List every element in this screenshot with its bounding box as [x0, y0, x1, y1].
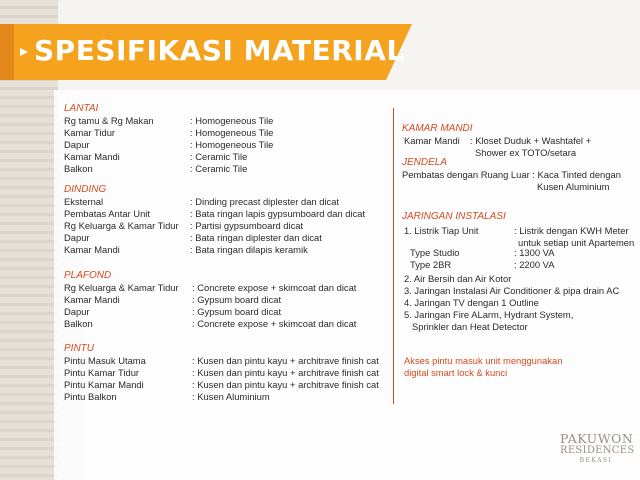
spec-value: : Bata ringan dilapis keramik [190, 244, 308, 255]
kamar-mandi-value-line2: Shower ex TOTO/setara [475, 147, 577, 158]
spec-label: Rg tamu & Rg Makan [64, 115, 154, 126]
spec-label: Rg Keluarga & Kamar Tidur [64, 220, 179, 231]
spec-label: Kamar Mandi [64, 244, 120, 255]
section-title-jendela: JENDELA [402, 157, 448, 168]
title-banner [0, 24, 412, 80]
spec-label: Dapur [64, 232, 90, 243]
pakuwon-logo [560, 431, 635, 465]
section-title-pintu: PINTU [64, 343, 94, 354]
spec-label: Eksternal [64, 196, 104, 207]
spec-label: Dapur [64, 139, 90, 150]
logo-line2: RESIDENCES [560, 445, 635, 456]
spec-label: Kamar Mandi [64, 294, 120, 305]
section-title-dinding: DINDING [64, 184, 107, 195]
spec-value: : Kusen dan pintu kayu + architrave finish cat [192, 355, 379, 366]
jaringan-item4: 4. Jaringan TV dengan 1 Outline [404, 297, 539, 308]
type-studio-label: Type Studio [410, 247, 460, 258]
spec-value: : Homogeneous Tile [190, 115, 274, 126]
kamar-mandi-label: Kamar Mandi [404, 135, 460, 146]
spec-value: : Gypsum board dicat [192, 294, 282, 305]
note-line2: digital smart lock & kunci [404, 367, 508, 378]
jaringan-item1-value-line2: untuk setiap unit Apartemen [518, 237, 635, 248]
spec-value: : Gypsum board dicat [192, 306, 282, 317]
spec-value: : Ceramic Tile [190, 163, 248, 174]
spec-label: Pembatas Antar Unit [64, 208, 150, 219]
spec-value: : Concrete expose + skimcoat dan dicat [192, 282, 357, 293]
spec-value: : Kusen Aluminium [192, 391, 270, 402]
spec-label: Balkon [64, 318, 93, 329]
spec-value: : Kusen dan pintu kayu + architrave finish cat [192, 367, 379, 378]
column-divider [393, 108, 394, 404]
spec-label: Pintu Kamar Tidur [64, 367, 140, 378]
spec-value: : Kusen dan pintu kayu + architrave finish cat [192, 379, 379, 390]
section-title-jaringan: JARINGAN INSTALASI [402, 211, 506, 222]
spec-label: Pintu Kamar Mandi [64, 379, 144, 390]
jendela-line1: Pembatas dengan Ruang Luar : Kaca Tinted dengan [402, 169, 621, 180]
spec-value: : Concrete expose + skimcoat dan dicat [192, 318, 357, 329]
spec-value: : Partisi gypsumboard dicat [190, 220, 304, 231]
type-2br-value: : 2200 VA [514, 259, 555, 270]
jaringan-item1-value-line1: : Listrik dengan KWH Meter [514, 225, 629, 236]
spec-label: Balkon [64, 163, 93, 174]
spec-value: : Bata ringan lapis gypsumboard dan dicat [190, 208, 366, 219]
spec-label: Pintu Balkon [64, 391, 117, 402]
spec-label: Pintu Masuk Utama [64, 355, 146, 366]
jaringan-item3: 3. Jaringan Instalasi Air Conditioner & pipa drain AC [404, 285, 620, 296]
spec-label: Kamar Mandi [64, 151, 120, 162]
type-2br-label: Type 2BR [410, 259, 452, 270]
jaringan-item5-line1: 5. Jaringan Fire ALarm, Hydrant System, [404, 309, 574, 320]
type-studio-value: : 1300 VA [514, 247, 555, 258]
spec-value: : Bata ringan diplester dan dicat [190, 232, 322, 243]
jaringan-item2: 2. Air Bersih dan Air Kotor [404, 273, 512, 284]
logo-line1: PAKUWON [560, 431, 634, 446]
section-title-kamar-mandi: KAMAR MANDI [402, 123, 473, 134]
section-title-lantai: LANTAI [64, 103, 99, 114]
logo-line3: BEKASI [579, 457, 613, 464]
spec-label: Kamar Tidur [64, 127, 116, 138]
spec-value: : Ceramic Tile [190, 151, 248, 162]
jaringan-item1-label: 1. Listrik Tiap Unit [404, 225, 479, 236]
spec-value: : Dinding precast diplester dan dicat [190, 196, 340, 207]
spec-value: : Homogeneous Tile [190, 127, 274, 138]
spec-value: : Homogeneous Tile [190, 139, 274, 150]
spec-label: Rg Keluarga & Kamar Tidur [64, 282, 179, 293]
note-line1: Akses pintu masuk unit menggunakan [404, 355, 563, 366]
spec-label: Dapur [64, 306, 90, 317]
section-title-plafond: PLAFOND [64, 270, 112, 281]
kamar-mandi-value-line1: : Kloset Duduk + Washtafel + [470, 135, 592, 146]
jaringan-item5-line2: Sprinkler dan Heat Detector [412, 321, 528, 332]
page-title: SPESIFIKASI MATERIAL [34, 34, 405, 67]
jendela-line2: Kusen Aluminium [537, 181, 610, 192]
